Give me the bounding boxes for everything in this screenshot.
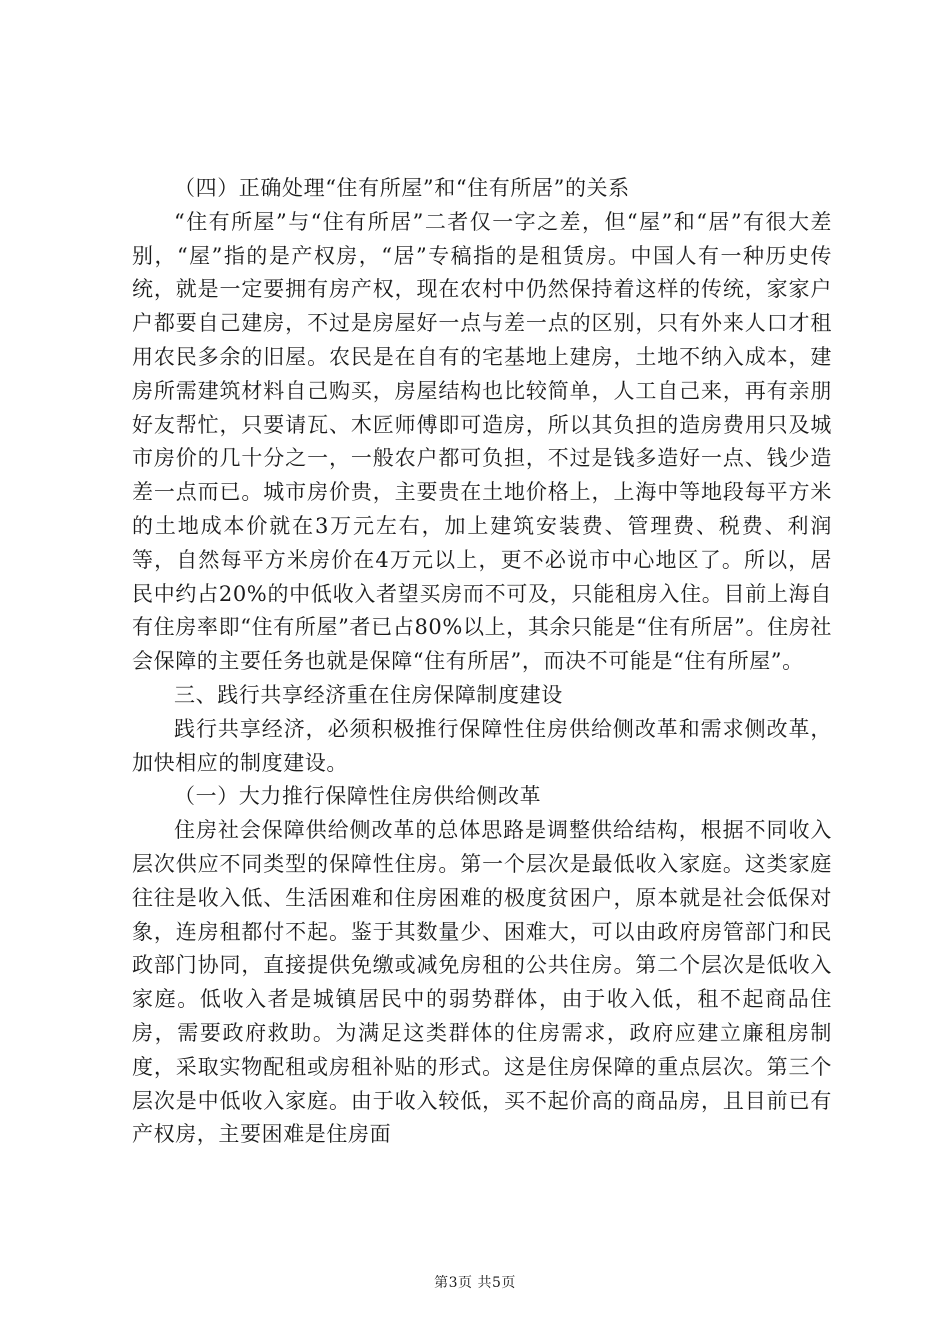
section-heading-3: 三、践行共享经济重在住房保障制度建设 xyxy=(174,682,563,707)
document-body xyxy=(132,172,832,1152)
section-heading-4: （四）正确处理“住有所屋”和“住有所居”的关系 xyxy=(174,176,630,200)
body-paragraph-2: 践行共享经济，必须积极推行保障性住房供给侧改革和需求侧改革，加快相应的制度建设。 xyxy=(132,716,832,775)
body-paragraph-1: “住有所屋”与“住有所居”二者仅一字之差，但“屋”和“居”有很大差别，“屋”指的是产权房，“居”专稿指的是租赁房。中国人有一种历史传统，就是一定要拥有房产权，现在农村中仍然保持着这样的传统，家家户户都要自己建房，不过是房屋好一点与差一点的区别，只有外来人口才租用农民多余的旧屋。农民是在自有的宅基地上建房，土地不纳入成本，建房所需建筑材料自己购买，房屋结构也比较简单，人工自己来，再有亲朋好友帮忙，只要请瓦、木匠师傅即可造房，所以其负担的造房费用只及城市房价的几十分之一，一般农户都可负担，不过是钱多造好一点、钱少造差一点而已。城市房价贵，主要贵在土地价格上，上海中等地段每平方米的土地成本价就在3万元左右，加上建筑安装费、管理费、税费、利润等，自然每平方米房价在4万元以上，更不必说市中心地区了。所以，居民中约占20%的中低收入者望买房而不可及，只能租房入住。目前上海自有住房率即“住有所屋”者已占80%以上，其余只能是“住有所居”。住房社会保障的主要任务也就是保障“住有所居”，而决不可能是“住有所屋”。 xyxy=(132,209,832,674)
page-footer: 第3页 共5页 xyxy=(434,1275,516,1291)
section-heading-3-1: （一）大力推行保障性住房供给侧改革 xyxy=(174,784,542,809)
body-paragraph-3: 住房社会保障供给侧改革的总体思路是调整供给结构，根据不同收入层次供应不同类型的保障性住房。第一个层次是最低收入家庭。这类家庭往往是收入低、生活困难和住房困难的极度贫困户，原本就是社会低保对象，连房租都付不起。鉴于其数量少、困难大，可以由政府房管部门和民政部门协同，直接提供免缴或减免房租的公共住房。第二个层次是低收入家庭。低收入者是城镇居民中的弱势群体，由于收入低，租不起商品住房，需要政府救助。为满足这类群体的住房需求，政府应建立廉租房制度，采取实物配租或房租补贴的形式。这是住房保障的重点层次。第三个层次是中低收入家庭。由于收入较低，买不起价高的商品房，且目前已有产权房，主要困难是住房面 xyxy=(132,818,832,1147)
